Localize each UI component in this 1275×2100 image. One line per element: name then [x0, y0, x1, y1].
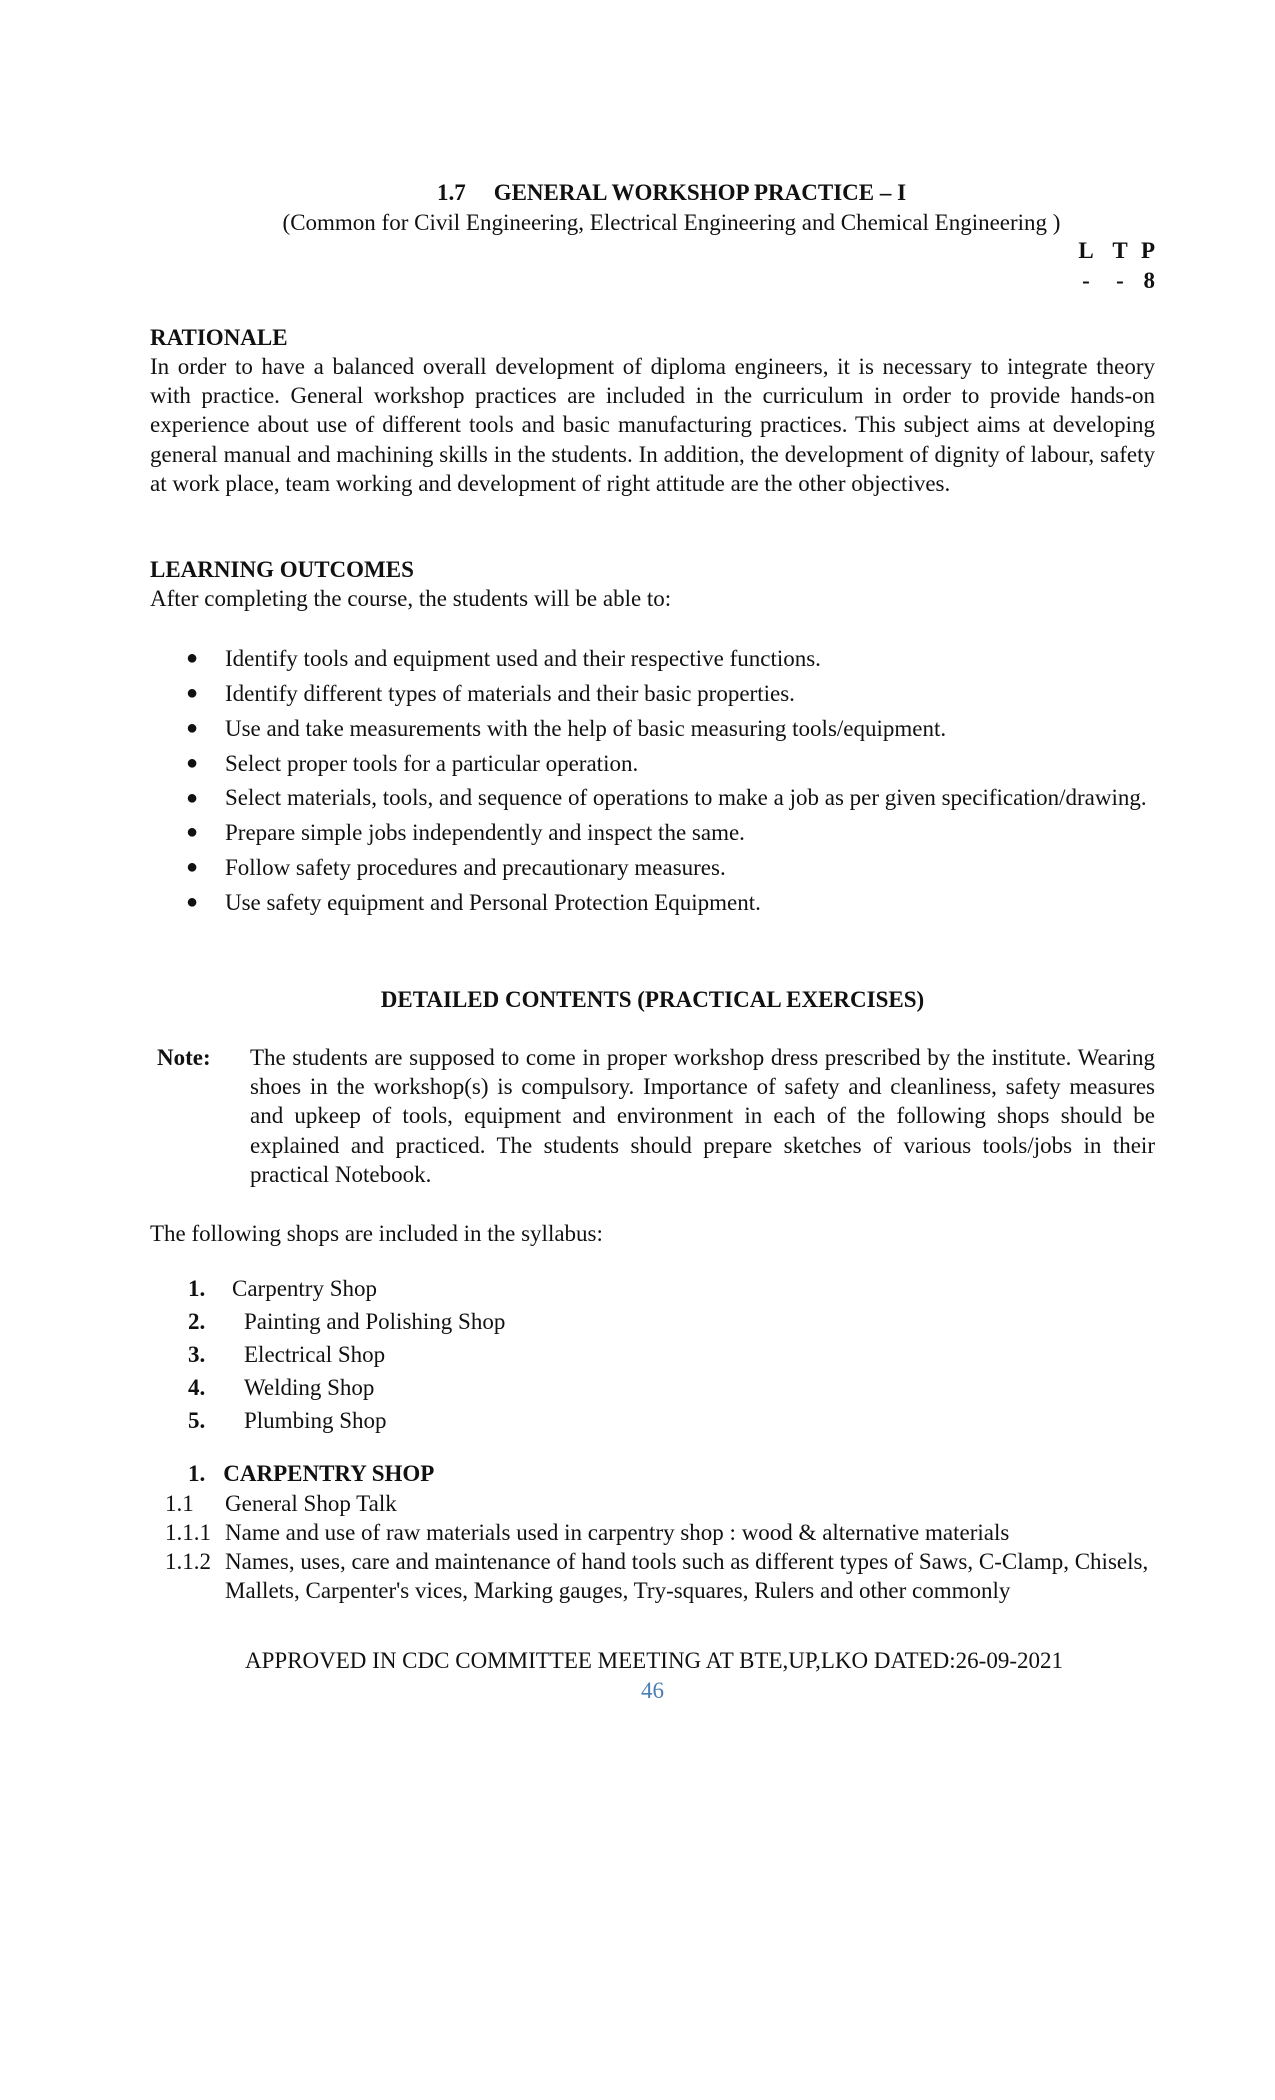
list-item: ● Select proper tools for a particular operation. — [150, 746, 1155, 781]
list-item: 1.1.1 Name and use of raw materials used in carpentry shop : wood & alternative materials — [165, 1520, 1010, 1545]
rationale-section — [150, 323, 1155, 498]
page-number: 46 — [641, 1678, 664, 1703]
ltp-values — [1069, 266, 1155, 296]
note-section — [150, 1043, 1155, 1189]
list-item: ● Prepare simple jobs independently and inspect the same. — [150, 815, 1155, 850]
bullet-icon: ● — [186, 717, 199, 739]
outcomes-intro: After completing the course, the students will be able to: — [150, 586, 672, 611]
list-item: 1.1 General Shop Talk — [165, 1491, 397, 1516]
list-item: 4. Welding Shop — [188, 1375, 375, 1400]
shops-list-section — [150, 1272, 1155, 1437]
course-number: 1.7 — [436, 180, 466, 205]
note-text: The students are supposed to come in proper workshop dress prescribed by the institute. Wearing shoes in the workshop(s) is compulsory. Importance of safety and cleanliness, safety measures and upkeep of tools, equipment and environment in each of the following shops should be explained and practiced. The students should prepare sketches of various tools/jobs in their practical Notebook. — [250, 1045, 1155, 1187]
rationale-text: In order to have a balanced overall development of diploma engineers, it is necessary to integrate theory with practice. General workshop practices are included in the curriculum in order to provide hands-on experience about use of different tools and basic manufacturing practices. This subject aims at developing general manual and machining skills in the students. In addition, the development of dignity of labour, safety at work place, team working and development of right attitude are the other objectives. — [150, 354, 1155, 496]
bullet-icon: ● — [186, 821, 199, 843]
bullet-icon: ● — [186, 752, 199, 774]
list-item: ● Use safety equipment and Personal Protection Equipment. — [150, 885, 1155, 920]
bullet-icon: ● — [186, 856, 199, 878]
rationale-heading: RATIONALE — [150, 325, 288, 350]
course-subtitle: (Common for Civil Engineering, Electrical Engineering and Chemical Engineering ) — [282, 210, 1061, 235]
shops-list — [150, 1272, 1155, 1437]
note — [150, 1043, 1155, 1189]
approval-note: APPROVED IN CDC COMMITTEE MEETING AT BTE,UP,LKO DATED:26-09-2021 — [245, 1648, 1063, 1673]
contents-heading: DETAILED CONTENTS (PRACTICAL EXERCISES) — [380, 987, 925, 1012]
list-item: 1.1.2 Names, uses, care and maintenance of hand tools such as different types of Saws, C-Clamp, Chisels, Mallets, Carpenter's vices, Marking gauges, Try-squares, Rulers and other commonly — [165, 1549, 1149, 1603]
outcomes-section — [150, 555, 1155, 613]
bullet-icon: ● — [186, 787, 199, 809]
list-item: 1. Carpentry Shop — [188, 1276, 378, 1301]
outcomes-list — [150, 641, 1155, 920]
shops-intro-section — [150, 1219, 1155, 1248]
outcomes-heading: LEARNING OUTCOMES — [150, 557, 414, 582]
ltp-value-p: 8 — [1143, 268, 1155, 293]
list-item: 3. Electrical Shop — [188, 1342, 386, 1367]
ltp-labels — [1069, 236, 1155, 266]
list-item: ● Follow safety procedures and precautionary measures. — [150, 850, 1155, 885]
ltp-label-t: T — [1112, 238, 1128, 263]
carpentry-section — [150, 1459, 1155, 1605]
ltp-label-l: L — [1078, 238, 1094, 263]
bullet-icon: ● — [186, 682, 199, 704]
note-label: Note: — [157, 1045, 211, 1070]
list-item: ● Identify tools and equipment used and their respective functions. — [150, 641, 1155, 676]
contents-heading-section — [150, 985, 1155, 1015]
carpentry-heading: 1. CARPENTRY SHOP — [188, 1461, 435, 1486]
ltp-value-t: - — [1116, 268, 1124, 293]
list-item: ● Select materials, tools, and sequence of operations to make a job as per given specification/drawing. — [150, 781, 1155, 815]
bullet-icon: ● — [186, 647, 199, 669]
document-page — [150, 0, 1155, 2100]
list-item: 2. Painting and Polishing Shop — [188, 1309, 506, 1334]
ltp-table — [1069, 236, 1155, 296]
list-item: ● Use and take measurements with the help of basic measuring tools/equipment. — [150, 711, 1155, 746]
page-footer — [150, 1646, 1155, 1706]
list-item: 5. Plumbing Shop — [188, 1408, 387, 1433]
course-title-text: GENERAL WORKSHOP PRACTICE – I — [493, 180, 907, 205]
course-title — [188, 178, 1155, 208]
shops-intro: The following shops are included in the syllabus: — [150, 1221, 603, 1246]
list-item: ● Identify different types of materials and their basic properties. — [150, 676, 1155, 711]
outcomes-list-section — [150, 641, 1155, 920]
ltp-label-p: P — [1140, 238, 1155, 263]
ltp-value-l: - — [1082, 268, 1090, 293]
title-block — [150, 178, 1155, 238]
bullet-icon: ● — [186, 891, 199, 913]
